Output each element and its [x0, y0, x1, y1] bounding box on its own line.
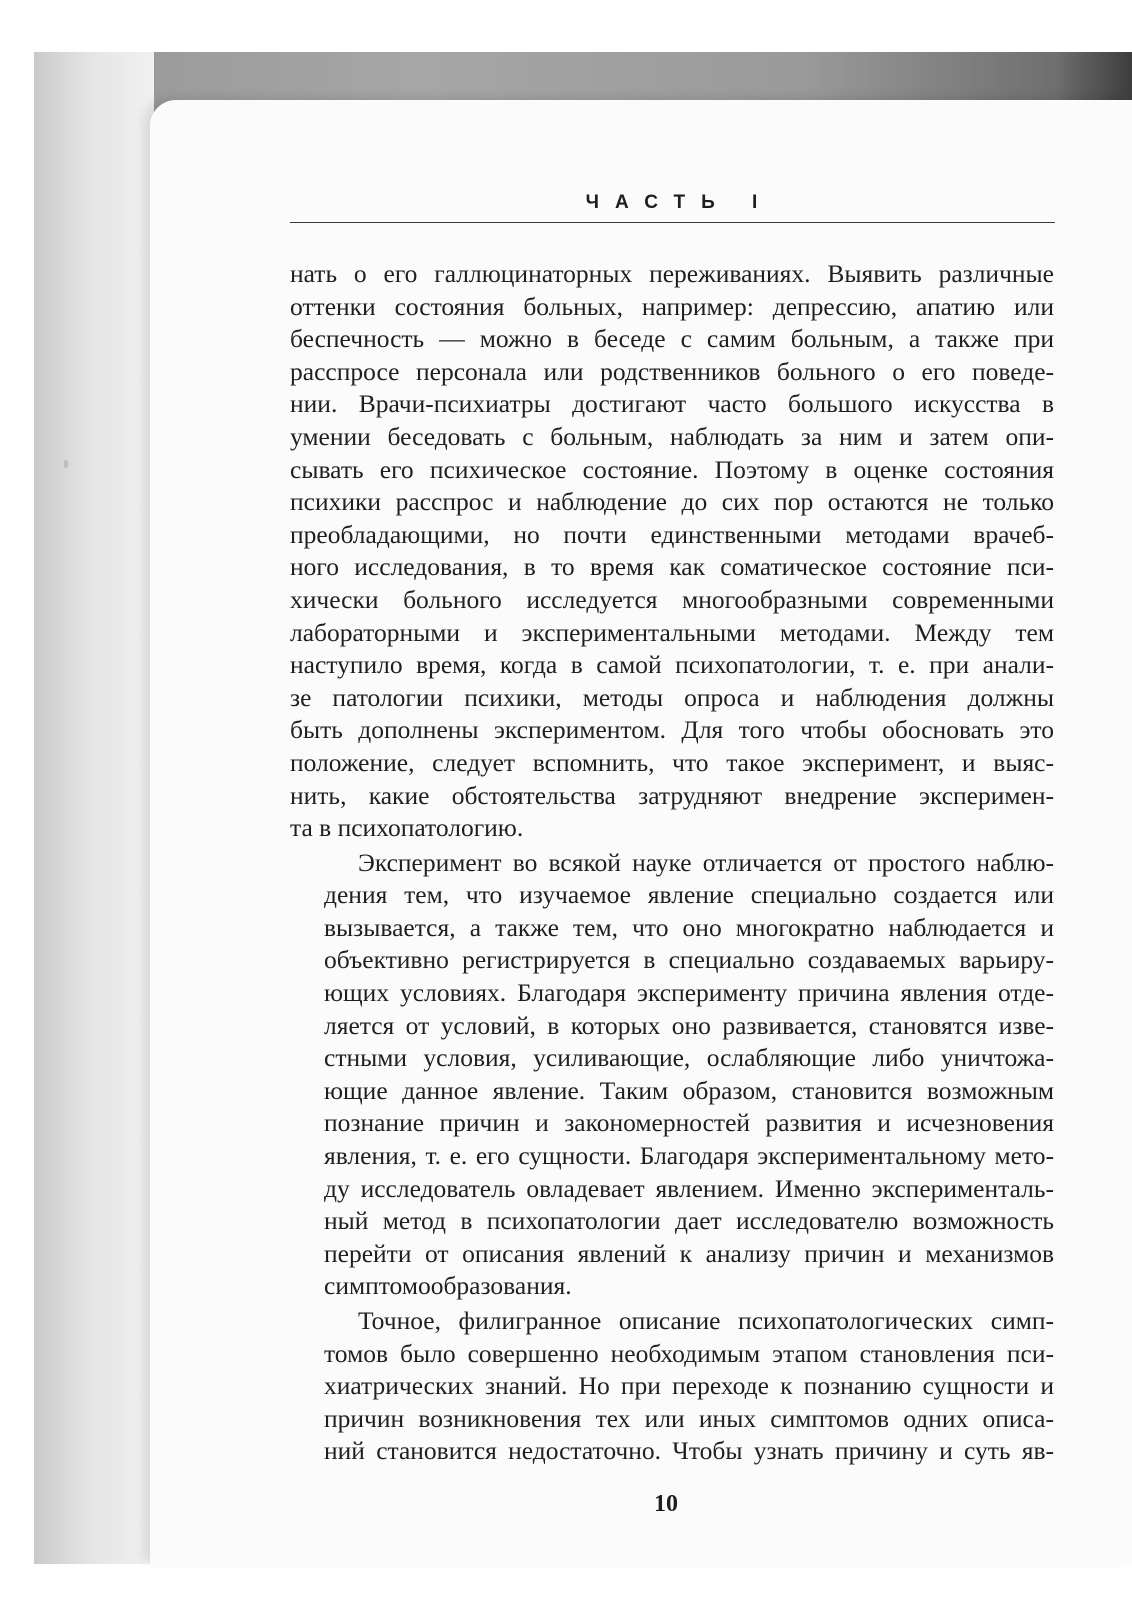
text-line: перейти от описания явлений к анализу причин и механизмов [324, 1238, 1054, 1268]
scan-speck [64, 460, 68, 468]
text-line: оттенки состояния больных, например: депрессию, апатию или [290, 291, 1054, 321]
text-line: явления, т. е. его сущности. Благодаря экспериментальному мето- [324, 1141, 1054, 1171]
text-line: преобладающими, но почти единственными методами врачеб- [290, 519, 1054, 549]
text-line: ный метод в психопатологии дает исследователю возможность [324, 1206, 1054, 1236]
text-line: расспросе персонала или родственников больного о его поведе- [290, 356, 1054, 386]
page-number: 10 [654, 1491, 678, 1517]
text-line: нии. Врачи-психиатры достигают часто большого искусства в [290, 389, 1054, 419]
text-line: беспечность — можно в беседе с самим больным, а также при [290, 324, 1054, 354]
text-line: Эксперимент во всякой науке отличается от простого наблю- [358, 847, 1054, 877]
text-line: та в психопатологию. [290, 813, 524, 843]
paragraph [290, 1305, 1054, 1468]
body-text [290, 258, 1054, 1468]
text-line: вызывается, а также тем, что оно многократно наблюдается и [324, 912, 1054, 942]
scan-left-margin [34, 52, 154, 1564]
text-line: Точное, филигранное описание психопатологических симп- [358, 1306, 1054, 1335]
running-head-rule [290, 222, 1055, 223]
text-line: стными условия, усиливающие, ослабляющие либо уничтожа- [324, 1043, 1054, 1073]
text-line: сывать его психическое состояние. Поэтому в оценке состояния [290, 454, 1054, 484]
running-head [290, 192, 1055, 228]
text-line: объективно регистрируется в специально создаваемых варьиру- [324, 945, 1054, 975]
text-line: нить, какие обстоятельства затрудняют внедрение эксперимен- [290, 780, 1054, 810]
running-head-title: ЧАСТЬ I [566, 192, 780, 213]
text-line: ний становится недостаточно. Чтобы узнать причину и суть яв- [324, 1436, 1054, 1466]
paragraph [290, 258, 1054, 845]
text-line: психики расспрос и наблюдение до сих пор остаются не только [290, 487, 1054, 517]
text-line: лабораторными и экспериментальными методами. Между тем [290, 617, 1054, 647]
text-line: умении беседовать с больным, наблюдать за ним и затем опи- [290, 421, 1054, 451]
text-line: ду исследователь овладевает явлением. Именно эксперименталь- [324, 1173, 1054, 1203]
text-line: зе патологии психики, методы опроса и наблюдения должны [290, 682, 1054, 712]
text-line: положение, следует вспомнить, что такое эксперимент, и выяс- [290, 747, 1054, 777]
text-line: симптомообразования. [324, 1271, 572, 1301]
text-line: ляется от условий, в которых оно развивается, становятся изве- [324, 1010, 1054, 1040]
paragraph [290, 847, 1054, 1303]
text-line: наступило время, когда в самой психопатологии, т. е. при анали- [290, 650, 1054, 680]
text-line: причин возникновения тех или иных симптомов одних описа- [324, 1403, 1054, 1433]
text-line: хиатрических знаний. Но при переходе к познанию сущности и [324, 1371, 1054, 1401]
text-line: хически больного исследуется многообразными современными [290, 584, 1054, 614]
text-line: нать о его галлюцинаторных переживаниях. Выявить различные [290, 259, 1054, 288]
text-line: ного исследования, в то время как соматическое состояние пси- [290, 552, 1054, 582]
text-line: познание причин и закономерностей развития и исчезновения [324, 1108, 1054, 1138]
text-line: быть дополнены экспериментом. Для того чтобы обосновать это [290, 715, 1054, 745]
text-line: дения тем, что изучаемое явление специально создается или [324, 880, 1054, 910]
text-line: ющие данное явление. Таким образом, становится возможным [324, 1075, 1054, 1105]
text-line: томов было совершенно необходимым этапом становления пси- [324, 1338, 1054, 1368]
text-line: ющих условиях. Благодаря эксперименту причина явления отде- [324, 978, 1054, 1008]
